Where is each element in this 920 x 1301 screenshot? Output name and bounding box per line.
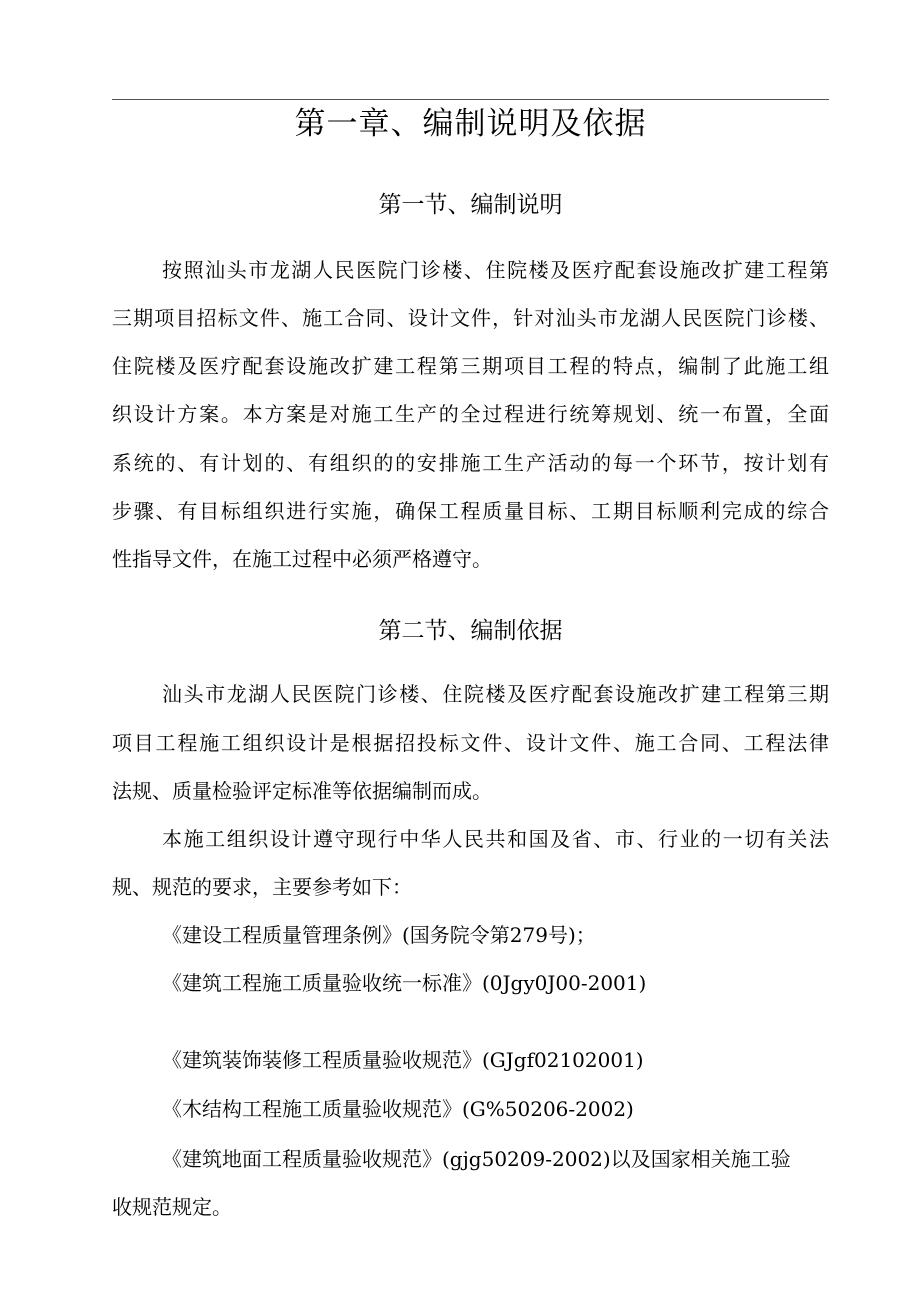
paragraph-line: 住院楼及医疗配套设施改扩建工程第三期项目工程的特点，编制了此施工组 <box>112 354 829 378</box>
paragraph-line: 收规范规定。 <box>112 1195 232 1219</box>
paragraph-line: 按照汕头市龙湖人民医院门诊楼、住院楼及医疗配套设施改扩建工程第 <box>162 258 829 282</box>
section-title-basis: 第二节、编制依据 <box>378 618 563 644</box>
chapter-title: 第一章、编制说明及依据 <box>294 106 647 142</box>
paragraph-line: 系统的、有计划的、有组织的的安排施工生产活动的每一个环节，按计划有 <box>112 451 829 475</box>
paragraph-line: 汕头市龙湖人民医院门诊楼、住院楼及医疗配套设施改扩建工程第三期 <box>162 682 829 706</box>
paragraph-line: 性指导文件，在施工过程中必须严格遵守。 <box>112 547 492 571</box>
reference-item: 《建设工程质量管理条例》(国务院令第279号)； <box>162 923 596 947</box>
paragraph-line: 法规、质量检验评定标准等依据编制而成。 <box>112 779 492 803</box>
reference-item: 《建筑装饰装修工程质量验收规范》(GJgf02102001) <box>162 1048 644 1072</box>
paragraph-line: 织设计方案。本方案是对施工生产的全过程进行统筹规划、统一布置，全面 <box>112 402 829 426</box>
paragraph-line: 步骤、有目标组织进行实施，确保工程质量目标、工期目标顺利完成的综合 <box>112 499 829 523</box>
paragraph-line: 项目工程施工组织设计是根据招投标文件、设计文件、施工合同、工程法律 <box>112 731 829 755</box>
paragraph-line: 三期项目招标文件、施工合同、设计文件，针对汕头市龙湖人民医院门诊楼、 <box>112 306 829 330</box>
reference-item: 《木结构工程施工质量验收规范》(G%50206-2002) <box>162 1097 634 1121</box>
paragraph-line: 本施工组织设计遵守现行中华人民共和国及省、市、行业的一切有关法 <box>162 827 829 851</box>
section-title-explanation: 第一节、编制说明 <box>378 192 563 218</box>
reference-item: 《建筑地面工程质量验收规范》(gjg50209-2002)以及国家相关施工验 <box>162 1147 791 1171</box>
paragraph-line: 规、规范的要求，主要参考如下： <box>112 875 412 899</box>
reference-item: 《建筑工程施工质量验收统一标准》(0Jgy0J00-2001) <box>162 971 647 995</box>
header-rule <box>112 99 829 100</box>
